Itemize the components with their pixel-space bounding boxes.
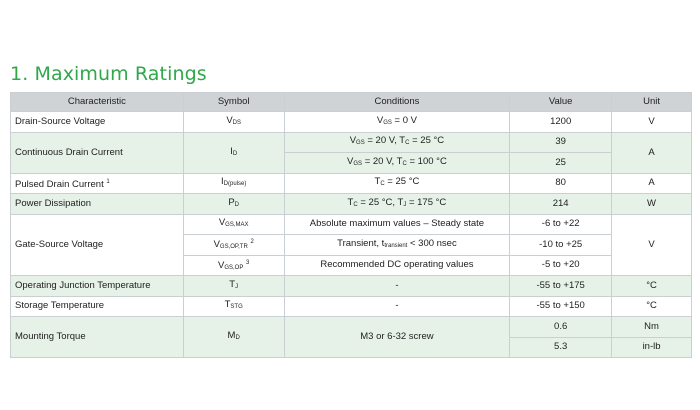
- cell-conditions: $T_C = 25$ °C, $T_J = 175$ °C: [284, 194, 510, 215]
- maximum-ratings-table: [10, 92, 692, 358]
- cell-unit: in-lb: [612, 337, 692, 358]
- cell-conditions: Absolute maximum values – Steady state: [284, 214, 510, 235]
- table-row: [11, 132, 692, 153]
- cell-unit: °C: [612, 296, 692, 317]
- cell-unit: V: [612, 112, 692, 133]
- cell-unit: A: [612, 173, 692, 194]
- table-header-row: [11, 93, 692, 112]
- cell-unit: A: [612, 132, 692, 173]
- cell-value: -55 to +150: [510, 296, 612, 317]
- cell-characteristic: Gate-Source Voltage: [11, 214, 184, 276]
- cell-characteristic: Power Dissipation: [11, 194, 184, 215]
- cell-conditions: Recommended DC operating values: [284, 255, 510, 276]
- cell-symbol: $M_D$: [183, 317, 284, 358]
- header-characteristic: Characteristic: [11, 93, 184, 112]
- cell-conditions: Transient, $t_{transient} < 300$ nsec: [284, 235, 510, 256]
- cell-value: -10 to +25: [510, 235, 612, 256]
- table-row: [11, 214, 692, 235]
- cell-conditions: M3 or 6-32 screw: [284, 317, 510, 358]
- cell-value: 5.3: [510, 337, 612, 358]
- cell-conditions: $V_{GS} = 20$ V, $T_C = 25$ °C: [284, 132, 510, 153]
- cell-symbol: $I_D$: [183, 132, 284, 173]
- table-row: [11, 317, 692, 338]
- cell-value: -55 to +175: [510, 276, 612, 297]
- cell-value: 214: [510, 194, 612, 215]
- cell-value: 80: [510, 173, 612, 194]
- cell-symbol: $P_D$: [183, 194, 284, 215]
- cell-conditions: $V_{GS} = 0$ V: [284, 112, 510, 133]
- cell-conditions: $V_{GS} = 20$ V, $T_C = 100$ °C: [284, 153, 510, 174]
- cell-characteristic: Mounting Torque: [11, 317, 184, 358]
- cell-characteristic: Operating Junction Temperature: [11, 276, 184, 297]
- cell-value: 1200: [510, 112, 612, 133]
- cell-unit: °C: [612, 276, 692, 297]
- header-value: Value: [510, 93, 612, 112]
- cell-symbol: $T_J$: [183, 276, 284, 297]
- table-row: [11, 112, 692, 133]
- cell-value: 39: [510, 132, 612, 153]
- cell-value: -5 to +20: [510, 255, 612, 276]
- cell-value: 0.6: [510, 317, 612, 338]
- cell-symbol: $V_{GS,OP}$ $^3$: [183, 255, 284, 276]
- cell-conditions: -: [284, 276, 510, 297]
- table-row: [11, 194, 692, 215]
- table-row: [11, 296, 692, 317]
- cell-symbol: $V_{GS,OP,TR}$ $^2$: [183, 235, 284, 256]
- cell-characteristic: Pulsed Drain Current $^1$: [11, 173, 184, 194]
- header-symbol: Symbol: [183, 93, 284, 112]
- cell-characteristic: Drain-Source Voltage: [11, 112, 184, 133]
- section-title: 1. Maximum Ratings: [10, 63, 207, 85]
- header-unit: Unit: [612, 93, 692, 112]
- cell-unit: Nm: [612, 317, 692, 338]
- cell-value: 25: [510, 153, 612, 174]
- cell-unit: V: [612, 214, 692, 276]
- cell-symbol: $I_{D(pulse)}$: [183, 173, 284, 194]
- cell-characteristic: Storage Temperature: [11, 296, 184, 317]
- cell-conditions: -: [284, 296, 510, 317]
- cell-symbol: $V_{DS}$: [183, 112, 284, 133]
- header-conditions: Conditions: [284, 93, 510, 112]
- cell-unit: W: [612, 194, 692, 215]
- table-row: [11, 276, 692, 297]
- cell-characteristic: Continuous Drain Current: [11, 132, 184, 173]
- cell-value: -6 to +22: [510, 214, 612, 235]
- cell-conditions: $T_C = 25$ °C: [284, 173, 510, 194]
- cell-symbol: $T_{STG}$: [183, 296, 284, 317]
- cell-symbol: $V_{GS,MAX}$: [183, 214, 284, 235]
- table-row: [11, 173, 692, 194]
